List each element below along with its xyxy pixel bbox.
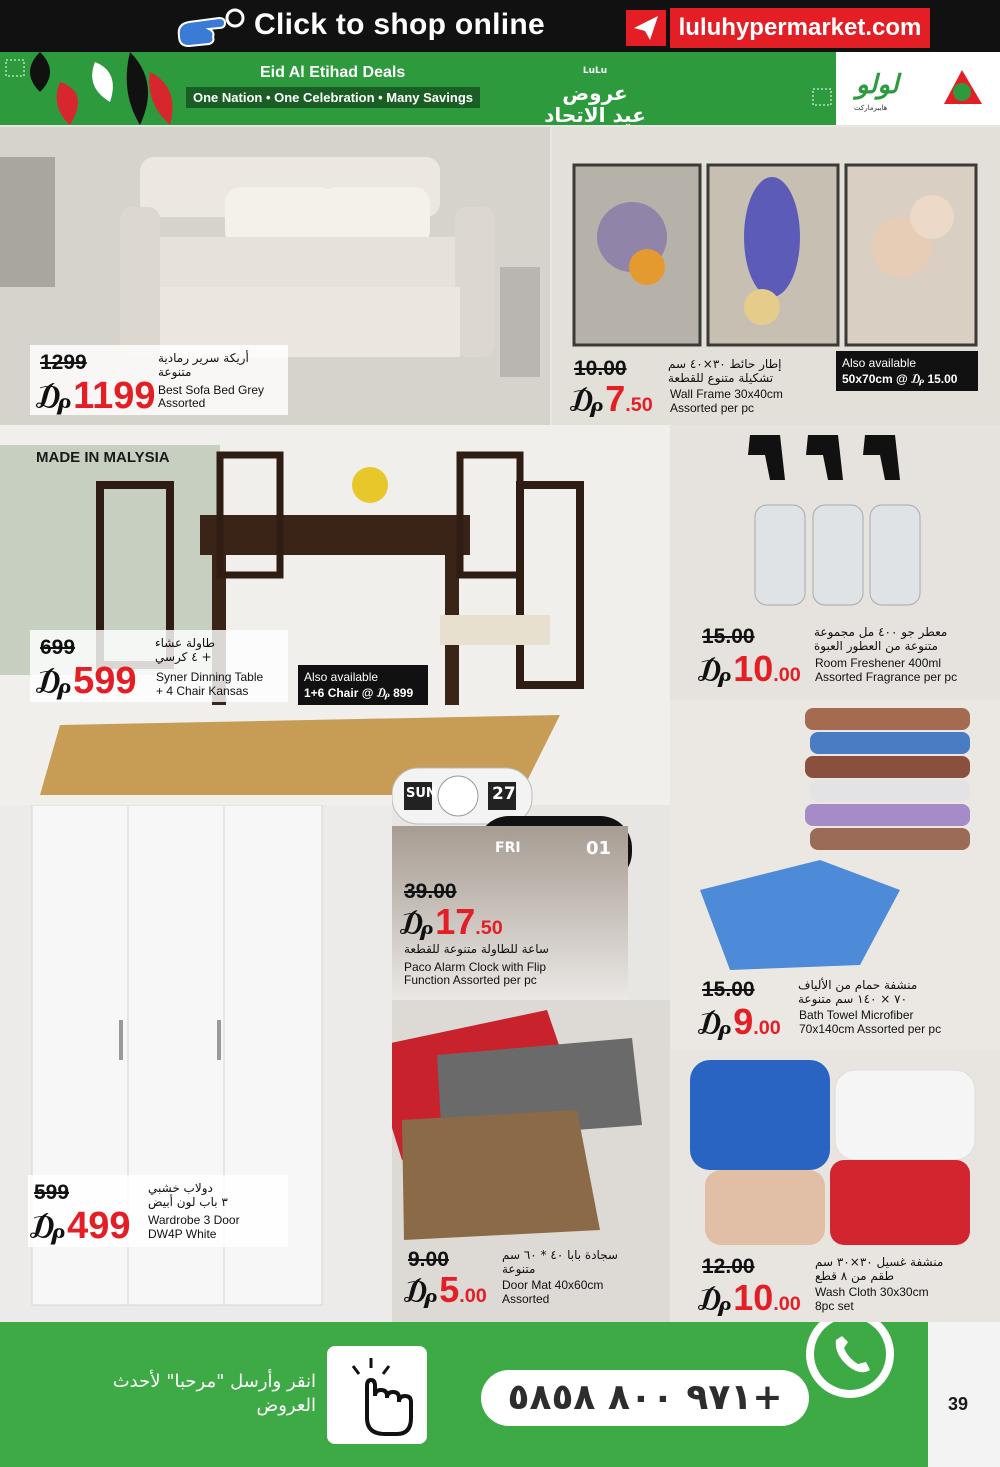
- freshener-name: Room Freshener 400ml: [815, 656, 942, 670]
- arabic-deals-title: [540, 60, 650, 125]
- dining-price-card: [30, 630, 288, 702]
- logo-text: لولو: [856, 70, 899, 100]
- mat-old-price: 9.00: [408, 1248, 449, 1271]
- dining-arabic-2: + ٤ كرسي: [155, 650, 212, 664]
- wardrobe-name: Wardrobe 3 Door: [148, 1213, 240, 1227]
- shop-online-link[interactable]: Click to shop online: [254, 8, 546, 41]
- mat-arabic-1: سجادة بابا ٤٠ * ٦٠ سم: [502, 1248, 618, 1262]
- sofa-arabic-2: متنوعة: [158, 365, 192, 379]
- freshener-variant: Assorted Fragrance per pc: [815, 670, 958, 684]
- wall-frame-new-price: ₯7.50: [570, 378, 653, 419]
- towel-arabic-1: منشفة حمام من الألياف: [798, 978, 918, 992]
- alarm-clock-product-panel[interactable]: [392, 760, 670, 1000]
- clock-date-2: 01: [586, 838, 612, 859]
- sofa-old-price: 1299: [40, 351, 87, 374]
- towel-old-price: 15.00: [702, 978, 755, 1001]
- made-in-label: MADE IN MALYSIA: [36, 449, 170, 466]
- sofa-variant: Assorted: [158, 396, 206, 410]
- wall-frame-price-card: [568, 353, 828, 419]
- dirham-symbol: ₯: [36, 379, 72, 415]
- freshener-arabic-1: معطر جو ٤٠٠ مل مجموعة: [814, 625, 948, 639]
- whatsapp-icon[interactable]: [800, 1322, 900, 1402]
- arabic-line-2: عيد الاتحاد: [544, 103, 646, 125]
- pointing-hand-icon: [175, 6, 245, 48]
- clock-date-1: 27: [492, 784, 516, 804]
- wall-frame-product-panel[interactable]: [552, 127, 1000, 425]
- freshener-old-price: 15.00: [702, 625, 755, 648]
- sofa-name: Best Sofa Bed Grey: [158, 383, 265, 397]
- mat-variant: Assorted: [502, 1292, 550, 1306]
- freshener-arabic-2: متنوعة من العطور العبوة: [814, 639, 938, 653]
- sofa-product-panel[interactable]: [0, 127, 550, 425]
- arabic-line-1: عروض: [562, 81, 628, 105]
- clock-name: Paco Alarm Clock with Flip: [404, 960, 547, 974]
- sofa-arabic-1: أريكة سرير رمادية: [158, 351, 249, 365]
- dotted-grid-icon: [812, 88, 834, 108]
- wardrobe-price-card: [28, 1175, 288, 1247]
- wash-cloth-variant: 8pc set: [815, 1299, 854, 1313]
- wall-frame-arabic-1: إطار حائط ٣٠×٤٠ سم: [668, 357, 782, 371]
- freshener-new-price: ₯10.00: [698, 648, 801, 689]
- send-plane-icon: [626, 10, 666, 46]
- page-number: 39: [948, 1394, 969, 1414]
- dining-product-panel[interactable]: [0, 425, 670, 805]
- dining-new-price: ₯599: [36, 660, 137, 702]
- dining-variant: + 4 Chair Kansas: [156, 684, 249, 698]
- wall-frame-also-available: Also available 50x70cm @ ₯ 15.00: [836, 351, 978, 391]
- wardrobe-new-price: ₯499: [30, 1205, 131, 1247]
- mat-name: Door Mat 40x60cm: [502, 1278, 604, 1292]
- tap-hand-icon: [327, 1346, 427, 1444]
- wardrobe-product-panel[interactable]: [0, 805, 392, 1322]
- dining-old-price: 699: [40, 636, 76, 659]
- whatsapp-number[interactable]: +٩٧١ ٨٠٠ ٥٨٥٨: [481, 1370, 809, 1426]
- logo-subtitle: هايبرماركت: [854, 104, 888, 112]
- wash-cloth-name: Wash Cloth 30x30cm: [815, 1285, 929, 1299]
- wash-cloth-arabic-1: منشفة غسيل ٣٠×٣٠ سم: [815, 1255, 944, 1269]
- dining-set-image: [0, 425, 670, 805]
- whatsapp-call-to-action: انقر وأرسل "مرحبا" لأحدث العروض: [112, 1371, 316, 1416]
- door-mat-product-panel[interactable]: [392, 1000, 670, 1322]
- clock-old-price: 39.00: [404, 880, 457, 903]
- wardrobe-variant: DW4P White: [148, 1227, 217, 1241]
- mat-arabic-2: متنوعة: [502, 1262, 536, 1276]
- sofa-price-card: [30, 345, 288, 415]
- wall-frame-arabic-2: تشكيلة متنوع للقطعة: [668, 371, 774, 385]
- wash-cloth-old-price: 12.00: [702, 1255, 755, 1278]
- dining-also-available: Also available 1+6 Chair @ ₯ 899: [298, 665, 428, 705]
- towel-name: Bath Towel Microfiber: [799, 1008, 914, 1022]
- wall-frame-variant: Assorted per pc: [670, 401, 755, 415]
- top-banner[interactable]: [0, 0, 1000, 52]
- tap-hand-button[interactable]: [327, 1346, 427, 1444]
- lulu-emblem-icon: [940, 66, 986, 108]
- wash-cloth-arabic-2: طقم من ٨ قطع: [815, 1269, 895, 1283]
- wardrobe-arabic-1: دولاب خشبي: [148, 1181, 213, 1195]
- clock-day-1: SUN: [406, 786, 437, 801]
- decorative-pattern-icon: [0, 52, 180, 125]
- dining-name: Syner Dinning Table: [156, 670, 264, 684]
- wash-cloth-new-price: ₯10.00: [698, 1277, 801, 1318]
- towel-variant: 70x140cm Assorted per pc: [799, 1022, 942, 1036]
- wardrobe-old-price: 599: [34, 1181, 70, 1204]
- deals-subtitle: One Nation • One Celebration • Many Savings: [186, 87, 480, 108]
- wall-frame-name: Wall Frame 30x40cm: [670, 387, 783, 401]
- eid-deals-header: [0, 52, 836, 125]
- clock-variant: Function Assorted per pc: [404, 973, 537, 987]
- wardrobe-arabic-2: ٣ باب لون أبيض: [148, 1195, 228, 1209]
- website-url-link[interactable]: luluhypermarket.com: [670, 8, 930, 48]
- lulu-tag: LuLu: [582, 66, 608, 76]
- clock-day-2: FRI: [495, 840, 521, 856]
- towel-new-price: ₯9.00: [698, 1001, 781, 1042]
- wash-cloth-product-panel[interactable]: [670, 1050, 1000, 1322]
- towel-arabic-2: ٧٠ × ١٤٠ سم متنوعة: [798, 992, 908, 1006]
- clock-new-price: ₯17.50: [400, 901, 503, 942]
- freshener-product-panel[interactable]: [670, 425, 1000, 700]
- sofa-new-price: ₯1199: [36, 375, 156, 417]
- deals-title: Eid Al Etihad Deals: [260, 64, 406, 81]
- bath-towel-product-panel[interactable]: [670, 700, 1000, 1050]
- wall-frame-old-price: 10.00: [574, 357, 627, 380]
- clock-arabic: ساعة للطاولة متنوعة للقطعة: [404, 942, 549, 956]
- lulu-logo[interactable]: [836, 52, 1000, 125]
- dining-arabic-1: طاولة عشاء: [155, 636, 216, 650]
- mat-new-price: ₯5.00: [404, 1269, 487, 1310]
